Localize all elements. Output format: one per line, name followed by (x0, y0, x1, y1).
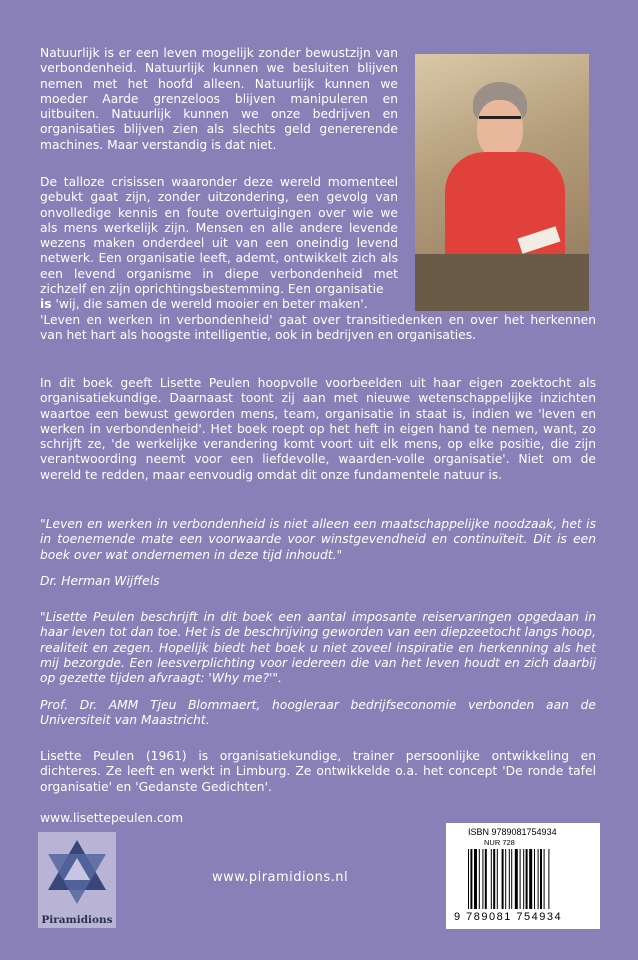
barcode-bar (502, 849, 504, 909)
barcode-bar (538, 849, 539, 909)
barcode-bars (468, 849, 580, 909)
barcode-bar (474, 849, 477, 909)
barcode-bar (529, 849, 532, 909)
barcode-bar (534, 849, 535, 909)
quote-author-wijffels: Dr. Herman Wijffels (40, 574, 160, 588)
isbn-barcode (446, 823, 600, 929)
barcode-bar (505, 849, 506, 909)
publisher-logo (38, 832, 116, 928)
barcode-bar (485, 849, 487, 909)
author-website[interactable]: www.lisettepeulen.com (40, 811, 184, 825)
bold-is: is (40, 297, 52, 312)
quote-author-blommaert: Prof. Dr. AMM Tjeu Blommaert, hoogleraar bedrijfseconomie verbonden aan de Universiteit van Maastricht. (40, 698, 596, 728)
book-summary-paragraph: In dit boek geeft Lisette Peulen hoopvolle voorbeelden uit haar eigen zoektocht als organisatiekundige. Daarnaast toont zij aan met nieuwe wetenschappelijke inzichten waartoe een bewust geworden mens, team, organisatie in staat is, indien we 'leven en werken in verbondenheid'. Het boek roept op het heft in eigen hand te nemen, want, zo schrijft ze, 'de werkelijke verandering komt voort uit elk mens, op elke positie, die zijn verantwoording neemt voor een liefdevolle, waarden-volle organisatie'. Niet om de wereld te redden, maar eenvoudig omdat dit onze fundamentele natuur is. (40, 376, 596, 482)
author-bio: Lisette Peulen (1961) is organisatiekundige, trainer persoonlijke ontwikkeling en dichteres. Ze leeft en werkt in Limburg. Ze ontwikkelde o.a. het concept 'De ronde tafel organisatie' en 'Gedanste Gedichten'. (40, 749, 596, 794)
barcode-bar (540, 849, 542, 909)
barcode-digits: 9 789081 754934 (454, 911, 563, 923)
barcode-bar (515, 849, 518, 909)
barcode-bar (479, 849, 480, 909)
barcode-bar (470, 849, 472, 909)
barcode-bar (520, 849, 521, 909)
barcode-bar (511, 849, 512, 909)
barcode-bar (548, 849, 549, 909)
author-photo (415, 54, 589, 311)
star-of-david-icon (42, 836, 112, 908)
barcode-bar (544, 849, 545, 909)
nur-label: NUR 728 (484, 838, 515, 847)
barcode-bar (509, 849, 510, 909)
transition-paragraph: 'Leven en werken in verbondenheid' gaat over transitiedenken en over het herkennen van het hart als hoogste intelligentie, ook in bedrijven en organisaties. (40, 313, 596, 343)
barcode-bar (468, 849, 469, 909)
isbn-label: ISBN 9789081754934 (468, 827, 557, 837)
publisher-logo-text: Piramidions (41, 914, 113, 926)
crisis-paragraph: De talloze crisissen waaronder deze wereld momenteel gebukt gaat zijn, zonder uitzondering, een gevolg van onvolledige kennis en foute overtuigingen over wie we als mens werkelijk zijn. Mensen en alle andere levende wezens maken onderdeel uit van een oneindig levend netwerk. Een organisatie leeft, ademt, ontwikkelt zich als een levend organisme in diepe verbondenheid met zichzelf en zijn oprichtingsbestemming. Een organisatie is 'wij, die samen de wereld mooier en beter maken'. (40, 175, 398, 312)
quote-blommaert: "Lisette Peulen beschrijft in dit boek een aantal imposante reiservaringen opgedaan in haar leven tot dan toe. Het is de beschrijving geworden van een diepzeetocht langs hoop, realiteit en zegen. Hopelijk biedt het boek u niet zoveel inspiratie en herkenning als het mij bezorgde. Een leesverplichting voor iedereen die van het leven houdt en zich daarbij op gezette tijden afvraagt: 'Why me?'". (40, 610, 596, 686)
barcode-bar (523, 849, 524, 909)
barcode-bar (526, 849, 528, 909)
quote-wijffels: "Leven en werken in verbondenheid is niet alleen een maatschappelijke noodzaak, het is in toenemende mate een voorwaarde voor winstgevendheid en continuïteit. Dit is een boek over wat ondernemen in deze tijd inhoudt." (40, 517, 596, 562)
barcode-bar (491, 849, 492, 909)
barcode-bar (482, 849, 483, 909)
barcode-bar (497, 849, 498, 909)
publisher-website[interactable]: www.piramidions.nl (212, 870, 349, 885)
intro-paragraph: Natuurlijk is er een leven mogelijk zonder bewustzijn van verbondenheid. Natuurlijk kunnen we besluiten blijven nemen met het hoofd alleen. Natuurlijk kunnen we moeder Aarde grenzeloos blijven manipuleren en uitbuiten. Natuurlijk kunnen we onze bedrijven en organisaties blijven zien als slechts geld genererende machines. Maar verstandig is dat niet. (40, 46, 398, 152)
barcode-bar (493, 849, 495, 909)
